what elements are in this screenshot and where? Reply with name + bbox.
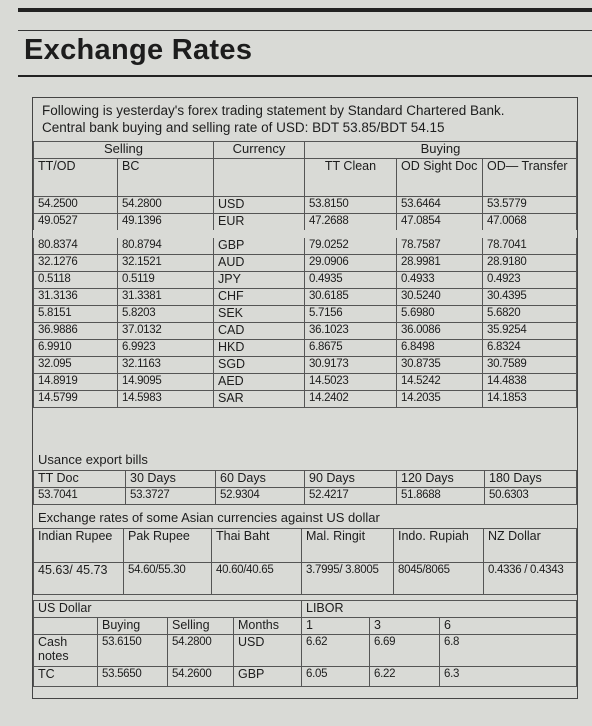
currency-code: SGD: [214, 357, 305, 374]
rate-cell: 6.9910: [34, 340, 118, 357]
currency-code: AED: [214, 374, 305, 391]
column-header-row: [34, 159, 577, 197]
rate-cell: 14.9095: [118, 374, 214, 391]
usd-header: Buying: [98, 618, 168, 635]
currency-code: HKD: [214, 340, 305, 357]
rate-cell: 0.4935: [305, 272, 397, 289]
usance-table: [33, 470, 577, 505]
usd-selling: 54.2600: [168, 667, 234, 687]
libor-period: 6: [440, 618, 577, 635]
rate-cell: 5.8151: [34, 306, 118, 323]
top-rule: [18, 8, 592, 12]
rate-cell: 0.4933: [397, 272, 483, 289]
libor-value: 6.22: [370, 667, 440, 687]
rate-cell: 32.1521: [118, 255, 214, 272]
asian-value: 45.63/ 45.73: [34, 563, 124, 595]
asian-value-row: [34, 563, 577, 595]
rate-cell: 14.5023: [305, 374, 397, 391]
rate-cell: 54.2800: [118, 197, 214, 214]
rate-row: [34, 357, 577, 374]
col-header: BC: [118, 159, 214, 197]
rate-cell: 28.9180: [483, 255, 577, 272]
rate-cell: 78.7587: [397, 234, 483, 255]
rate-row: [34, 374, 577, 391]
usance-value: 52.9304: [216, 488, 305, 505]
asian-header: Pak Rupee: [124, 529, 212, 563]
rate-cell: 14.5242: [397, 374, 483, 391]
usd-row-label: Cash notes: [34, 635, 98, 667]
asian-header: Mal. Ringit: [302, 529, 394, 563]
rate-cell: 14.1853: [483, 391, 577, 408]
rate-cell: 14.4838: [483, 374, 577, 391]
usance-header-row: [34, 471, 577, 488]
usd-buying: 53.5650: [98, 667, 168, 687]
usance-header: TT Doc: [34, 471, 126, 488]
rate-cell: 5.7156: [305, 306, 397, 323]
currency-code: JPY: [214, 272, 305, 289]
usance-value-row: [34, 488, 577, 505]
rate-row: [34, 340, 577, 357]
rate-cell: 29.0906: [305, 255, 397, 272]
libor-period: 3: [370, 618, 440, 635]
selling-header: Selling: [34, 142, 214, 159]
libor-value: 6.3: [440, 667, 577, 687]
rate-row: [34, 272, 577, 289]
rate-row: [34, 323, 577, 340]
usance-header: 60 Days: [216, 471, 305, 488]
rate-cell: 30.4395: [483, 289, 577, 306]
currency-code: AUD: [214, 255, 305, 272]
currency-code: SEK: [214, 306, 305, 323]
rate-cell: 6.8675: [305, 340, 397, 357]
rate-cell: 80.8374: [34, 234, 118, 255]
intro-line-2: Central bank buying and selling rate of USD: BDT 53.85/BDT 54.15: [42, 120, 445, 135]
rate-cell: 30.5240: [397, 289, 483, 306]
rate-cell: 30.6185: [305, 289, 397, 306]
usance-value: 51.8688: [397, 488, 485, 505]
libor-title: LIBOR: [302, 601, 577, 618]
rate-cell: 0.4923: [483, 272, 577, 289]
rate-cell: 49.0527: [34, 214, 118, 235]
usance-value: 53.7041: [34, 488, 126, 505]
asian-header: NZ Dollar: [484, 529, 577, 563]
intro-line-1: Following is yesterday's forex trading statement by Standard Chartered Bank.: [42, 103, 505, 118]
rate-cell: 14.5799: [34, 391, 118, 408]
col-header: OD— Transfer: [483, 159, 577, 197]
buying-header: Buying: [305, 142, 577, 159]
main-rows: [34, 197, 577, 408]
asian-header: Thai Baht: [212, 529, 302, 563]
rate-cell: 6.9923: [118, 340, 214, 357]
rate-row: [34, 391, 577, 408]
months-header: Months: [234, 618, 302, 635]
currency-code: EUR: [214, 214, 305, 235]
asian-header-row: [34, 529, 577, 563]
rate-row: [34, 306, 577, 323]
currency-header: Currency: [214, 142, 305, 159]
us-dollar-title: US Dollar: [34, 601, 302, 618]
rate-cell: 47.2688: [305, 214, 397, 235]
libor-currency: GBP: [234, 667, 302, 687]
asian-value: 0.4336 / 0.4343: [484, 563, 577, 595]
rate-cell: 47.0854: [397, 214, 483, 235]
usd-selling: 54.2800: [168, 635, 234, 667]
rate-cell: 5.6980: [397, 306, 483, 323]
rate-cell: 36.9886: [34, 323, 118, 340]
libor-value: 6.05: [302, 667, 370, 687]
libor-currency: USD: [234, 635, 302, 667]
currency-code: GBP: [214, 234, 305, 255]
rate-cell: 53.5779: [483, 197, 577, 214]
rate-cell: 53.8150: [305, 197, 397, 214]
usd-buying: 53.6150: [98, 635, 168, 667]
currency-code: CAD: [214, 323, 305, 340]
rate-cell: 30.9173: [305, 357, 397, 374]
rate-cell: 14.5983: [118, 391, 214, 408]
rate-cell: 5.6820: [483, 306, 577, 323]
rate-cell: 49.1396: [118, 214, 214, 235]
asian-title: Exchange rates of some Asian currencies against US dollar: [38, 510, 380, 525]
main-rates-table: [33, 141, 577, 408]
usd-header: Selling: [168, 618, 234, 635]
libor-value: 6.62: [302, 635, 370, 667]
asian-table: [33, 528, 577, 595]
rate-row: [34, 197, 577, 214]
rate-cell: 0.5119: [118, 272, 214, 289]
rate-cell: 6.8498: [397, 340, 483, 357]
rate-cell: 80.8794: [118, 234, 214, 255]
col-header: [214, 159, 305, 197]
usance-value: 52.4217: [305, 488, 397, 505]
col-header: TT Clean: [305, 159, 397, 197]
rate-row: [34, 289, 577, 306]
usance-title: Usance export bills: [38, 452, 148, 467]
asian-value: 54.60/55.30: [124, 563, 212, 595]
asian-header: Indian Rupee: [34, 529, 124, 563]
usd-libor-header-row: [34, 618, 577, 635]
usd-libor-table: [33, 600, 577, 687]
usance-header: 90 Days: [305, 471, 397, 488]
rate-cell: 36.1023: [305, 323, 397, 340]
rate-cell: 36.0086: [397, 323, 483, 340]
currency-code: USD: [214, 197, 305, 214]
rate-cell: 31.3136: [34, 289, 118, 306]
rate-cell: 32.095: [34, 357, 118, 374]
asian-header: Indo. Rupiah: [394, 529, 484, 563]
rate-cell: 47.0068: [483, 214, 577, 235]
title-rule: [18, 75, 592, 77]
usd-row-label: TC: [34, 667, 98, 687]
currency-code: SAR: [214, 391, 305, 408]
blank-cell: [34, 618, 98, 635]
rate-cell: 30.8735: [397, 357, 483, 374]
rate-cell: 28.9981: [397, 255, 483, 272]
asian-value: 3.7995/ 3.8005: [302, 563, 394, 595]
rate-cell: 31.3381: [118, 289, 214, 306]
rate-cell: 54.2500: [34, 197, 118, 214]
rate-cell: 32.1163: [118, 357, 214, 374]
usance-header: 120 Days: [397, 471, 485, 488]
rate-cell: 53.6464: [397, 197, 483, 214]
rate-cell: 0.5118: [34, 272, 118, 289]
rate-cell: 78.7041: [483, 234, 577, 255]
asian-value: 8045/8065: [394, 563, 484, 595]
libor-period: 1: [302, 618, 370, 635]
rate-cell: 14.8919: [34, 374, 118, 391]
usd-libor-row: [34, 667, 577, 687]
usd-libor-row: [34, 635, 577, 667]
rate-cell: 79.0252: [305, 234, 397, 255]
col-header: TT/OD: [34, 159, 118, 197]
page-title: Exchange Rates: [24, 34, 253, 66]
rate-cell: 14.2035: [397, 391, 483, 408]
asian-value: 40.60/40.65: [212, 563, 302, 595]
libor-value: 6.8: [440, 635, 577, 667]
rate-cell: 35.9254: [483, 323, 577, 340]
usance-value: 53.3727: [126, 488, 216, 505]
rate-row: [34, 214, 577, 235]
rate-cell: 37.0132: [118, 323, 214, 340]
usd-libor-title-row: [34, 601, 577, 618]
rate-cell: 6.8324: [483, 340, 577, 357]
rate-row: [34, 255, 577, 272]
rate-cell: 14.2402: [305, 391, 397, 408]
rate-row: [34, 234, 577, 255]
group-header-row: [34, 142, 577, 159]
currency-code: CHF: [214, 289, 305, 306]
thin-rule: [18, 30, 592, 31]
usance-header: 30 Days: [126, 471, 216, 488]
rate-cell: 30.7589: [483, 357, 577, 374]
rate-cell: 5.8203: [118, 306, 214, 323]
usance-header: 180 Days: [485, 471, 577, 488]
rate-cell: 32.1276: [34, 255, 118, 272]
libor-value: 6.69: [370, 635, 440, 667]
col-header: OD Sight Doc: [397, 159, 483, 197]
usance-value: 50.6303: [485, 488, 577, 505]
